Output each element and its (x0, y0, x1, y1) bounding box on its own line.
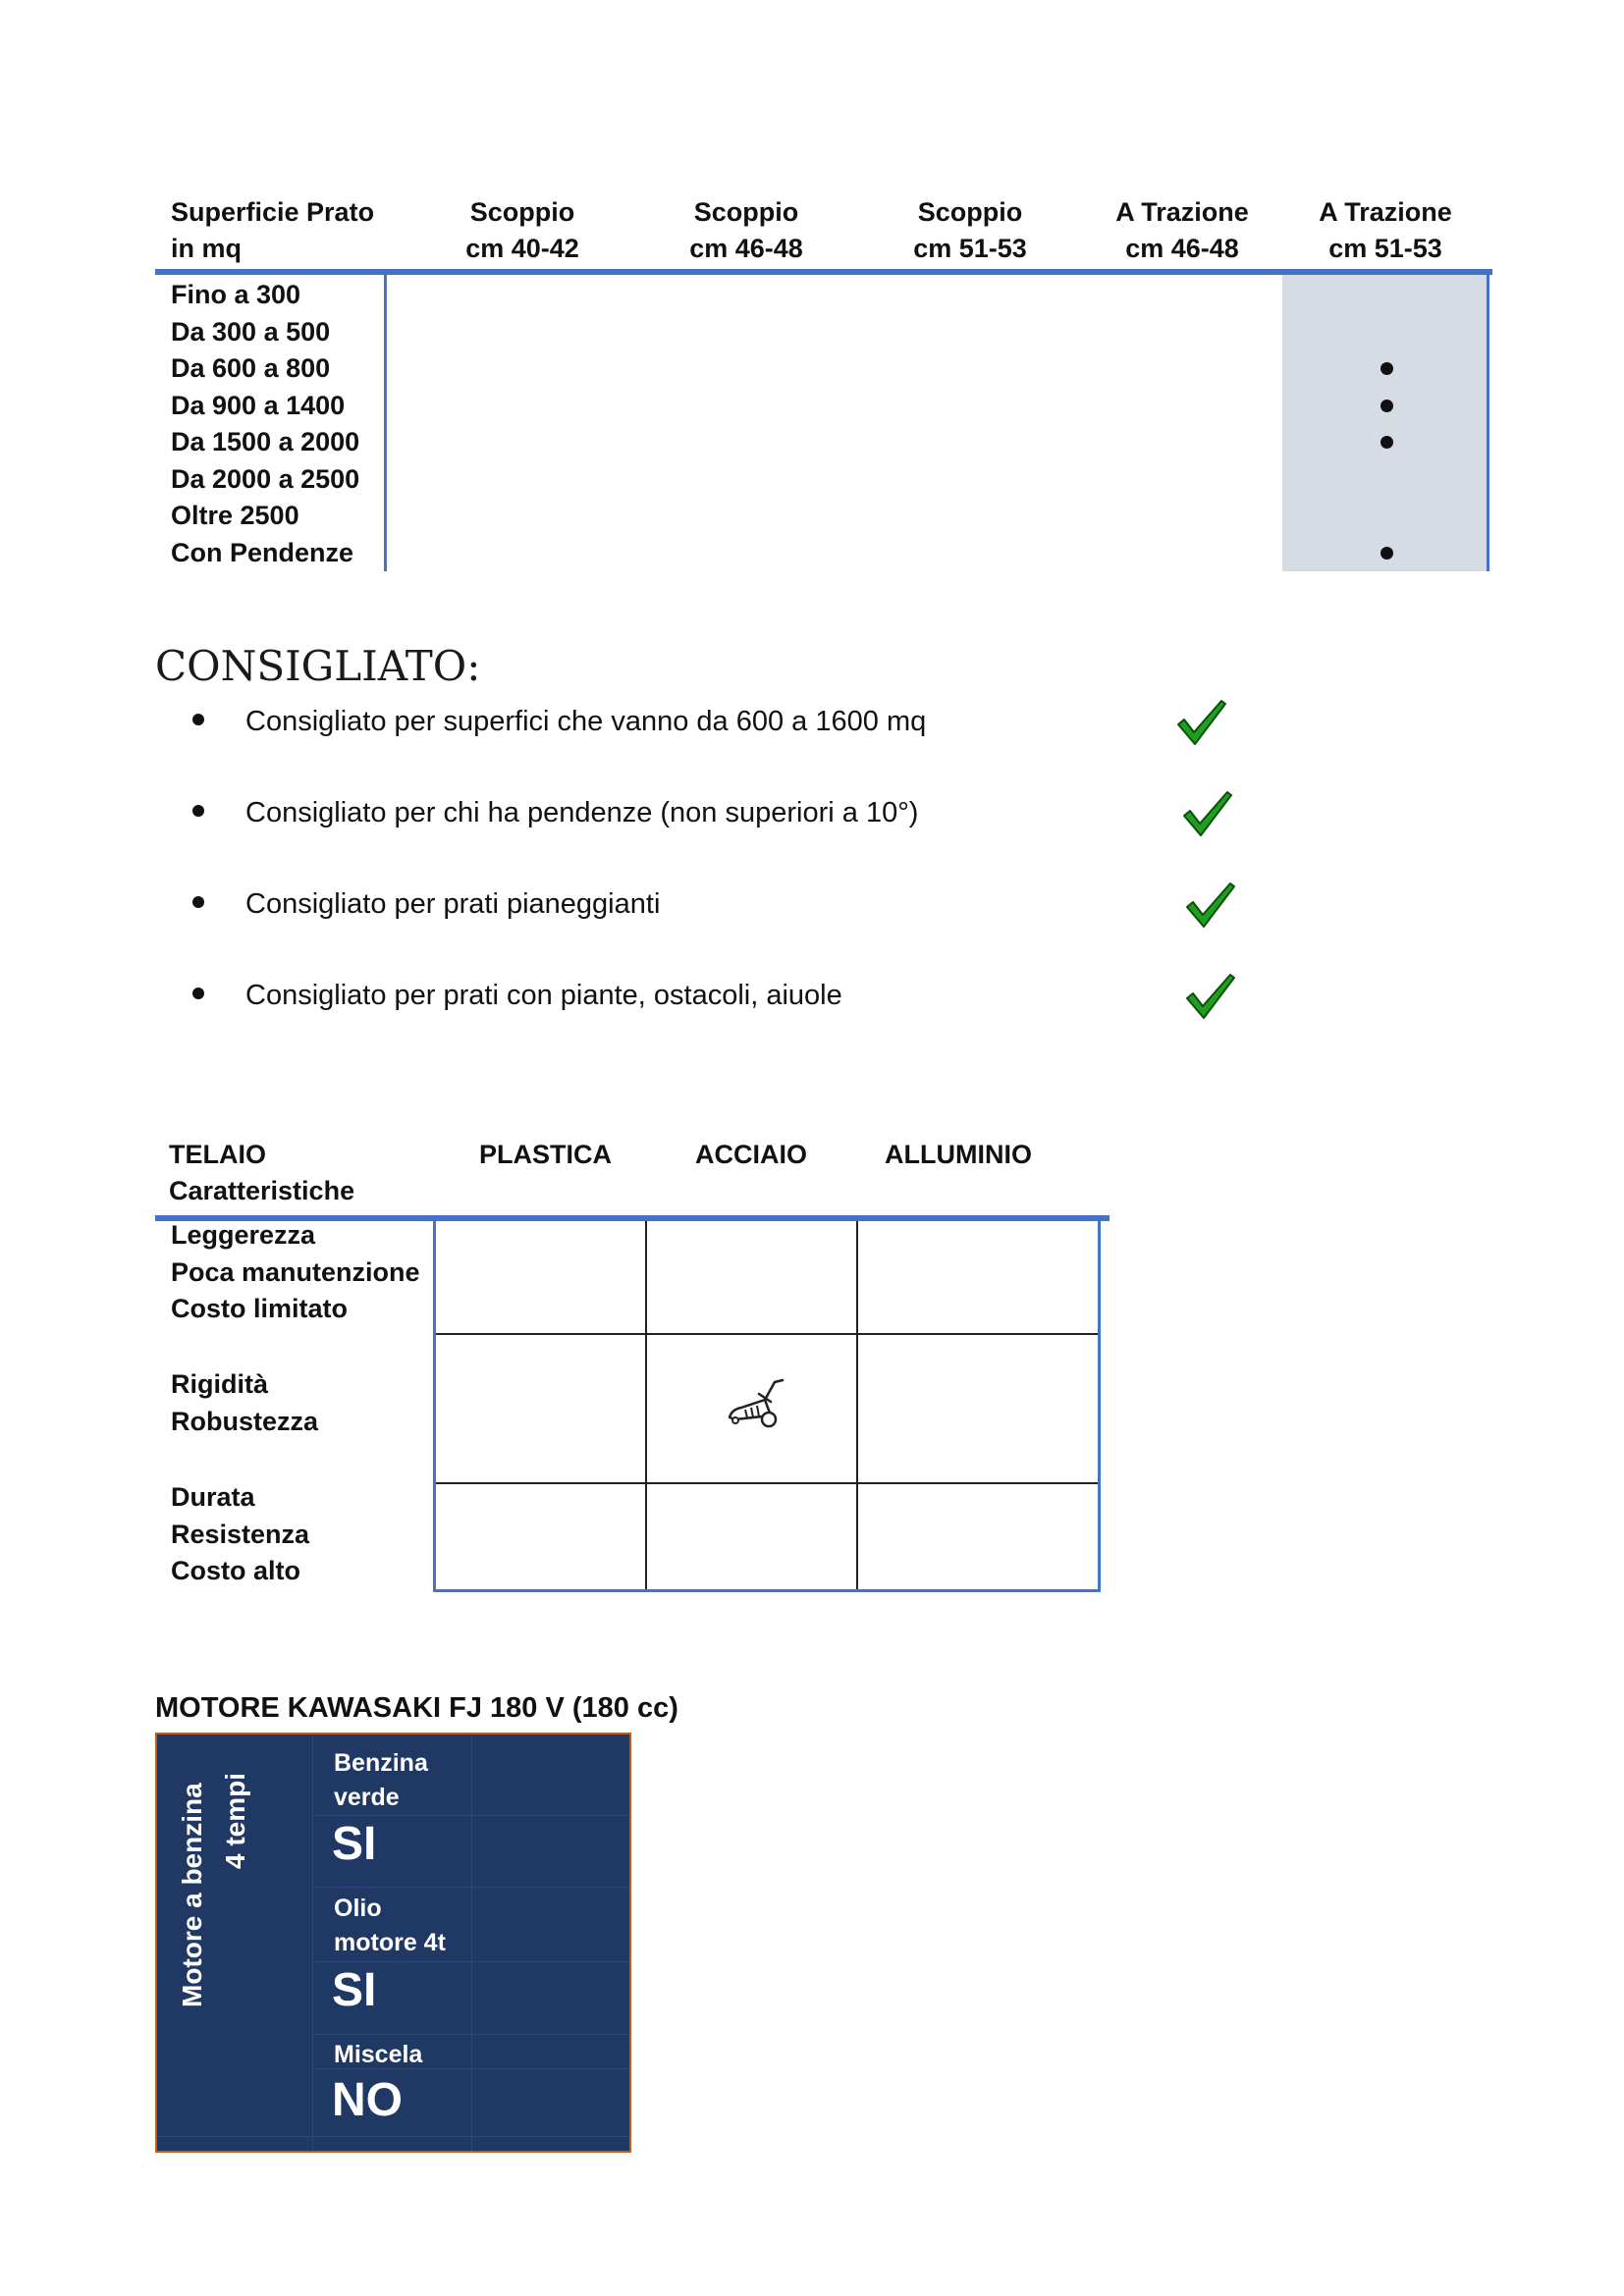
bullet-icon (192, 714, 204, 725)
table1-header-trazione-46 (1082, 194, 1282, 269)
header-line: cm 40-42 (465, 234, 579, 263)
table2-cell (858, 1484, 1098, 1589)
engine-item-label: motore 4t (334, 1929, 446, 1956)
header-line: TELAIO (169, 1140, 266, 1169)
table2-header-alluminio: ALLUMINIO (885, 1140, 1032, 1169)
table2-cell (436, 1221, 647, 1335)
header-line: A Trazione (1319, 197, 1452, 227)
consigliato-text: Consigliato per superfici che vanno da 600 a 1600 mq (245, 706, 927, 737)
table1-header-scoppio-51 (858, 194, 1082, 269)
table2-row-label: Resistenza (171, 1519, 310, 1549)
frame-material-table (155, 1137, 1110, 1594)
engine-grid-line (157, 2136, 629, 2137)
table1-header-scoppio-40 (410, 194, 634, 269)
table1-header-surface (171, 194, 406, 269)
table1-row-label: Da 2000 a 2500 (171, 463, 360, 494)
engine-item-label: Benzina (334, 1749, 428, 1777)
consigliato-heading: CONSIGLIATO: (155, 642, 481, 690)
lawn-size-table (155, 194, 1492, 573)
engine-grid-line (314, 1961, 629, 1962)
header-line: cm 46-48 (689, 234, 803, 263)
engine-grid-line (312, 1735, 313, 2151)
engine-item-label: verde (334, 1784, 400, 1811)
table1-divider-right (1487, 275, 1489, 571)
table2-cell (647, 1221, 858, 1335)
table1-row-label: Da 900 a 1400 (171, 390, 346, 420)
consigliato-text: Consigliato per prati pianeggianti (245, 888, 661, 920)
row-marker-dot (1380, 547, 1393, 560)
table2-bottom-border (433, 1589, 1101, 1592)
engine-item-label: Olio (334, 1895, 382, 1922)
table2-grid (433, 1221, 1101, 1592)
table2-row-label: Leggerezza (171, 1220, 316, 1250)
header-line: cm 46-48 (1125, 234, 1239, 263)
engine-item-label: Miscela (334, 2041, 423, 2068)
bullet-icon (192, 988, 204, 999)
table2-header-plastica: PLASTICA (479, 1140, 612, 1169)
table1-row-label: Da 600 a 800 (171, 353, 331, 383)
header-line: Scoppio (917, 197, 1023, 227)
header-line: Scoppio (693, 197, 799, 227)
header-line: Superficie Prato (171, 197, 375, 227)
table2-cell (647, 1484, 858, 1589)
table2-cell (436, 1484, 647, 1589)
table1-header-trazione-51 (1282, 194, 1489, 269)
engine-item-value: SI (332, 1964, 377, 2016)
engine-item-value: SI (332, 1818, 377, 1870)
consigliato-text: Consigliato per chi ha pendenze (non superiori a 10°) (245, 797, 919, 828)
table2-row-label: Costo alto (171, 1556, 300, 1585)
header-line: cm 51-53 (1328, 234, 1442, 263)
bullet-icon (192, 896, 204, 908)
engine-grid-line (314, 1887, 629, 1888)
header-line: cm 51-53 (913, 234, 1027, 263)
table2-row-header (169, 1137, 354, 1209)
table2-right-border (1098, 1221, 1101, 1592)
table1-row-label: Fino a 300 (171, 280, 301, 309)
engine-info-box (155, 1733, 631, 2153)
engine-grid-line (471, 1735, 472, 2151)
table2-row-label: Rigidità (171, 1369, 268, 1399)
table1-row-label: Da 300 a 500 (171, 316, 331, 347)
table1-row-label: Con Pendenze (171, 537, 354, 567)
engine-grid-line (314, 2034, 629, 2035)
engine-grid-line (314, 1815, 629, 1816)
engine-item-value: NO (332, 2074, 403, 2126)
row-marker-dot (1380, 436, 1393, 449)
header-line: in mq (171, 234, 242, 263)
row-marker-dot (1380, 362, 1393, 375)
green-check-icon (1180, 786, 1235, 841)
bullet-icon (192, 805, 204, 817)
highlighted-column (1282, 275, 1489, 571)
engine-side-label: Motore a benzina (177, 1783, 207, 2007)
row-marker-dot (1380, 400, 1393, 412)
consigliato-text: Consigliato per prati con piante, ostacoli, aiuole (245, 980, 842, 1011)
table2-cell (858, 1221, 1098, 1335)
green-check-icon (1174, 695, 1229, 750)
table1-header-scoppio-46 (634, 194, 858, 269)
table2-header-acciaio: ACCIAIO (695, 1140, 807, 1169)
header-line: Caratteristiche (169, 1176, 355, 1205)
engine-side-label: 4 tempi (220, 1772, 250, 1869)
table2-row-label: Robustezza (171, 1406, 319, 1436)
table1-divider-left (384, 275, 387, 571)
table1-row-label: Da 1500 a 2000 (171, 427, 360, 456)
table2-row-label: Poca manutenzione (171, 1256, 420, 1287)
table2-row-label: Durata (171, 1482, 255, 1512)
table2-row-label: Costo limitato (171, 1294, 348, 1323)
green-check-icon (1183, 878, 1238, 933)
header-line: A Trazione (1115, 197, 1249, 227)
table2-cell-selected (647, 1335, 858, 1484)
engine-title: MOTORE KAWASAKI FJ 180 V (180 cc) (155, 1692, 678, 1724)
lawn-mower-icon (726, 1378, 786, 1433)
header-line: Scoppio (469, 197, 575, 227)
green-check-icon (1183, 969, 1238, 1024)
table1-row-label: Oltre 2500 (171, 501, 299, 530)
table2-cell (858, 1335, 1098, 1484)
table2-cell (436, 1335, 647, 1484)
